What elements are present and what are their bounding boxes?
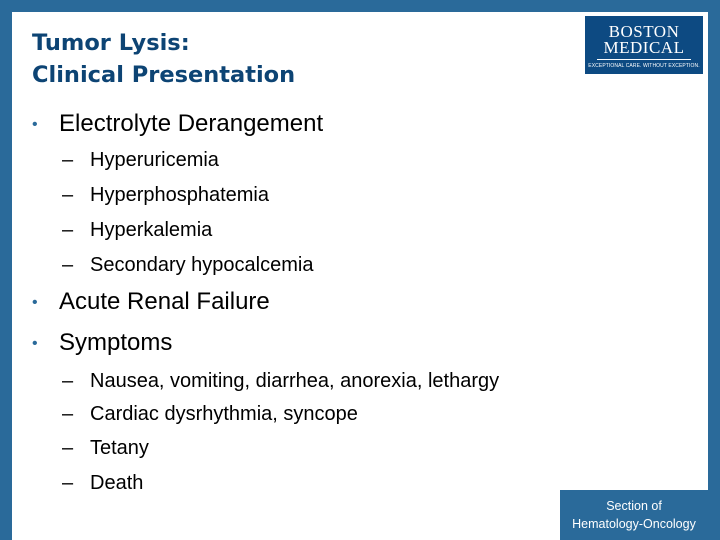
dash-marker: – — [62, 219, 74, 241]
bullet-text: Acute Renal Failure — [59, 288, 270, 315]
bullet-marker: • — [32, 116, 38, 133]
section-footer — [560, 490, 708, 540]
logo-word-medical: MEDICAL — [603, 38, 685, 57]
sub-bullet-text: Death — [90, 472, 144, 494]
dash-marker: – — [62, 184, 74, 206]
dash-marker: – — [62, 403, 74, 425]
bullet-text: Electrolyte Derangement — [59, 110, 324, 137]
logo-tagline: EXCEPTIONAL CARE. WITHOUT EXCEPTION. — [588, 63, 700, 69]
bullet-text: Symptoms — [59, 329, 173, 356]
sub-bullet-text: Secondary hypocalcemia — [90, 254, 314, 276]
sub-bullet-text: Hyperkalemia — [90, 219, 213, 241]
bullet-marker: • — [32, 294, 38, 311]
title-line-1: Tumor Lysis: — [32, 30, 190, 56]
dash-marker: – — [62, 437, 74, 459]
sub-bullet-text: Nausea, vomiting, diarrhea, anorexia, lethargy — [90, 370, 500, 392]
sub-bullet-text: Tetany — [90, 437, 149, 459]
dash-marker: – — [62, 472, 74, 494]
title-line-2: Clinical Presentation — [32, 62, 296, 88]
footer-line-1: Section of — [606, 499, 662, 513]
sub-bullet-text: Cardiac dysrhythmia, syncope — [90, 403, 358, 425]
logo-word-boston: BOSTON — [608, 22, 680, 41]
sub-bullet-text: Hyperuricemia — [90, 149, 219, 171]
dash-marker: – — [62, 254, 74, 276]
footer-line-2: Hematology-Oncology — [572, 517, 696, 531]
dash-marker: – — [62, 149, 74, 171]
slide-body — [12, 12, 708, 540]
sub-bullet-text: Hyperphosphatemia — [90, 184, 269, 206]
slide — [12, 12, 708, 540]
dash-marker: – — [62, 370, 74, 392]
bullet-marker: • — [32, 335, 38, 352]
